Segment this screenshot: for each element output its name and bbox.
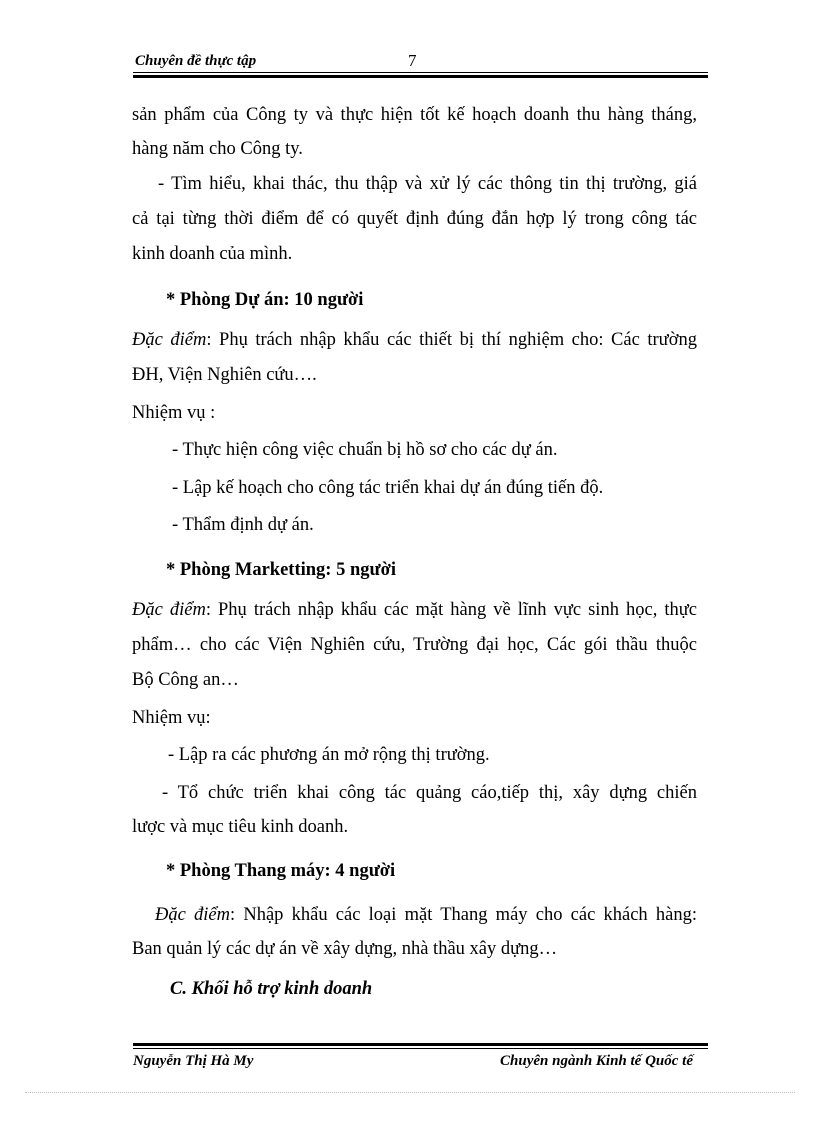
- page-edge-divider: [25, 1092, 795, 1093]
- dept2-label: Đặc điểm: [132, 600, 206, 620]
- para1-line1: sản phẩm của Công ty và thực hiện tốt kế hoạch doanh thu hàng tháng,: [132, 105, 697, 125]
- dept2-task-2-line2: lược và mục tiêu kinh doanh.: [132, 817, 349, 837]
- dept1-desc-text: : Phụ trách nhập khẩu các thiết bị thí nghiệm cho: Các trường: [206, 330, 697, 350]
- dept1-desc-line2: ĐH, Viện Nghiên cứu….: [132, 365, 317, 385]
- dept2-heading: * Phòng Marketting: 5 người: [166, 560, 396, 580]
- dept1-task-1: - Thực hiện công việc chuẩn bị hồ sơ cho các dự án.: [172, 440, 558, 460]
- dept3-desc-line2: Ban quản lý các dự án về xây dựng, nhà thầu xây dựng…: [132, 939, 558, 959]
- footer-author: Nguyễn Thị Hà My: [133, 1053, 254, 1069]
- dept2-desc-line1: [132, 593, 697, 627]
- dept1-heading: * Phòng Dự án: 10 người: [166, 290, 364, 310]
- duty-label-2: Nhiệm vụ:: [132, 708, 211, 728]
- section-heading: C. Khối hỗ trợ kinh doanh: [170, 979, 373, 999]
- para1-line2: hàng năm cho Công ty.: [132, 139, 303, 159]
- dept2-task-2-line1: - Tổ chức triển khai công tác quảng cáo,tiếp thị, xây dựng chiến: [162, 783, 697, 803]
- duty-label-1: Nhiệm vụ :: [132, 403, 216, 423]
- dept1-desc-line1: [132, 323, 697, 357]
- footer-major: Chuyên ngành Kinh tế Quốc tế: [500, 1053, 693, 1069]
- para2-line3: kinh doanh của mình.: [132, 244, 293, 264]
- footer-rule-thin: [133, 1048, 708, 1049]
- dept1-task-3: - Thẩm định dự án.: [172, 515, 314, 535]
- dept1-label: Đặc điểm: [132, 330, 207, 350]
- dept3-heading: * Phòng Thang máy: 4 người: [166, 861, 396, 881]
- dept3-desc-text: : Nhập khẩu các loại mặt Thang máy cho các khách hàng:: [230, 905, 697, 925]
- dept1-task-2: - Lập kế hoạch cho công tác triển khai dự án đúng tiến độ.: [172, 478, 604, 498]
- header-title: Chuyên đề thực tập: [135, 53, 257, 69]
- para2-line1: - Tìm hiểu, khai thác, thu thập và xử lý các thông tin thị trường, giá: [158, 174, 697, 194]
- header-rule-thick: [133, 75, 708, 78]
- footer-rule-thick: [133, 1043, 708, 1046]
- page-number: 7: [408, 51, 417, 70]
- dept2-task-1: - Lập ra các phương án mở rộng thị trường.: [168, 745, 490, 765]
- dept2-desc-line2: phẩm… cho các Viện Nghiên cứu, Trường đại học, Các gói thầu thuộc: [132, 635, 697, 655]
- dept3-label: Đặc điểm: [155, 905, 230, 925]
- para2-line2: cả tại từng thời điểm để có quyết định đúng đắn hợp lý trong công tác: [132, 209, 697, 229]
- dept2-desc-text: : Phụ trách nhập khẩu các mặt hàng về lĩnh vực sinh học, thực: [205, 600, 697, 620]
- dept3-desc-line1: [155, 898, 697, 932]
- dept2-desc-line3: Bộ Công an…: [132, 670, 239, 690]
- header-rule-thin: [133, 72, 708, 73]
